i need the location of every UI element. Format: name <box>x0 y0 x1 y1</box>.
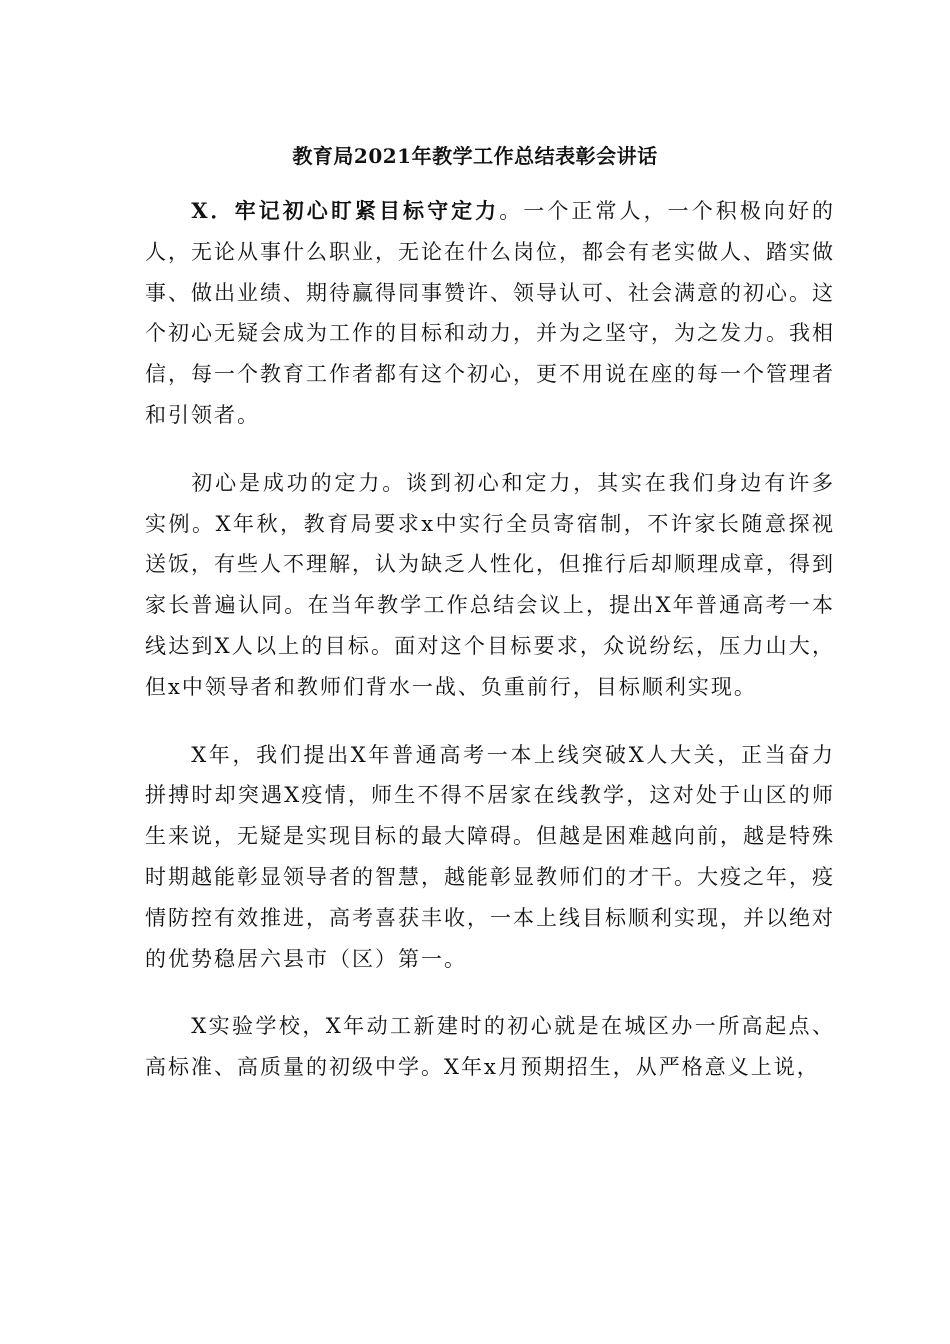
paragraph-4 <box>145 1006 835 1088</box>
document-title: 教育局2021年教学工作总结表彰会讲话 <box>292 144 658 168</box>
paragraph-1 <box>145 191 835 436</box>
paragraph-1-heading: X．牢记初心盯紧目标守定力 <box>191 198 500 223</box>
paragraph-1-text: 。一个正常人，一个积极向好的人，无论从事什么职业，无论在什么岗位，都会有老实做人、踏实做事、做出业绩、期待赢得同事赞许、领导认可、社会满意的初心。这个初心无疑会成为工作的目标和动力，并为之坚守，为之发力。我相信，每一个教育工作者都有这个初心，更不用说在座的每一个管理者和引领者。 <box>145 199 836 427</box>
document-body <box>145 191 835 1115</box>
paragraph-2-text: 初心是成功的定力。谈到初心和定力，其实在我们身边有许多实例。X年秋，教育局要求x中实行全员寄宿制，不许家长随意探视送饭，有些人不理解，认为缺乏人性化，但推行后却顺理成章，得到家长普遍认同。在当年教学工作总结会议上，提出X年普通高考一本线达到X人以上的目标。面对这个目标要求，众说纷纭，压力山大，但x中领导者和教师们背水一战、负重前行，目标顺利实现。 <box>145 470 835 699</box>
paragraph-3 <box>145 735 835 980</box>
paragraph-2 <box>145 463 835 708</box>
paragraph-3-text: X年，我们提出X年普通高考一本上线突破X人大关，正当奋力拼搏时却突遇X疫情，师生不得不居家在线教学，这对处于山区的师生来说，无疑是实现目标的最大障碍。但越是困难越向前，越是特殊时期越能彰显领导者的智慧，越能彰显教师们的才干。大疫之年，疫情防控有效推进，高考喜获丰收，一本上线目标顺利实现，并以绝对的优势稳居六县市（区）第一。 <box>145 742 835 971</box>
paragraph-4-text: X实验学校，X年动工新建时的初心就是在城区办一所高起点、高标准、高质量的初级中学。X年x月预期招生，从严格意义上说， <box>145 1014 835 1080</box>
